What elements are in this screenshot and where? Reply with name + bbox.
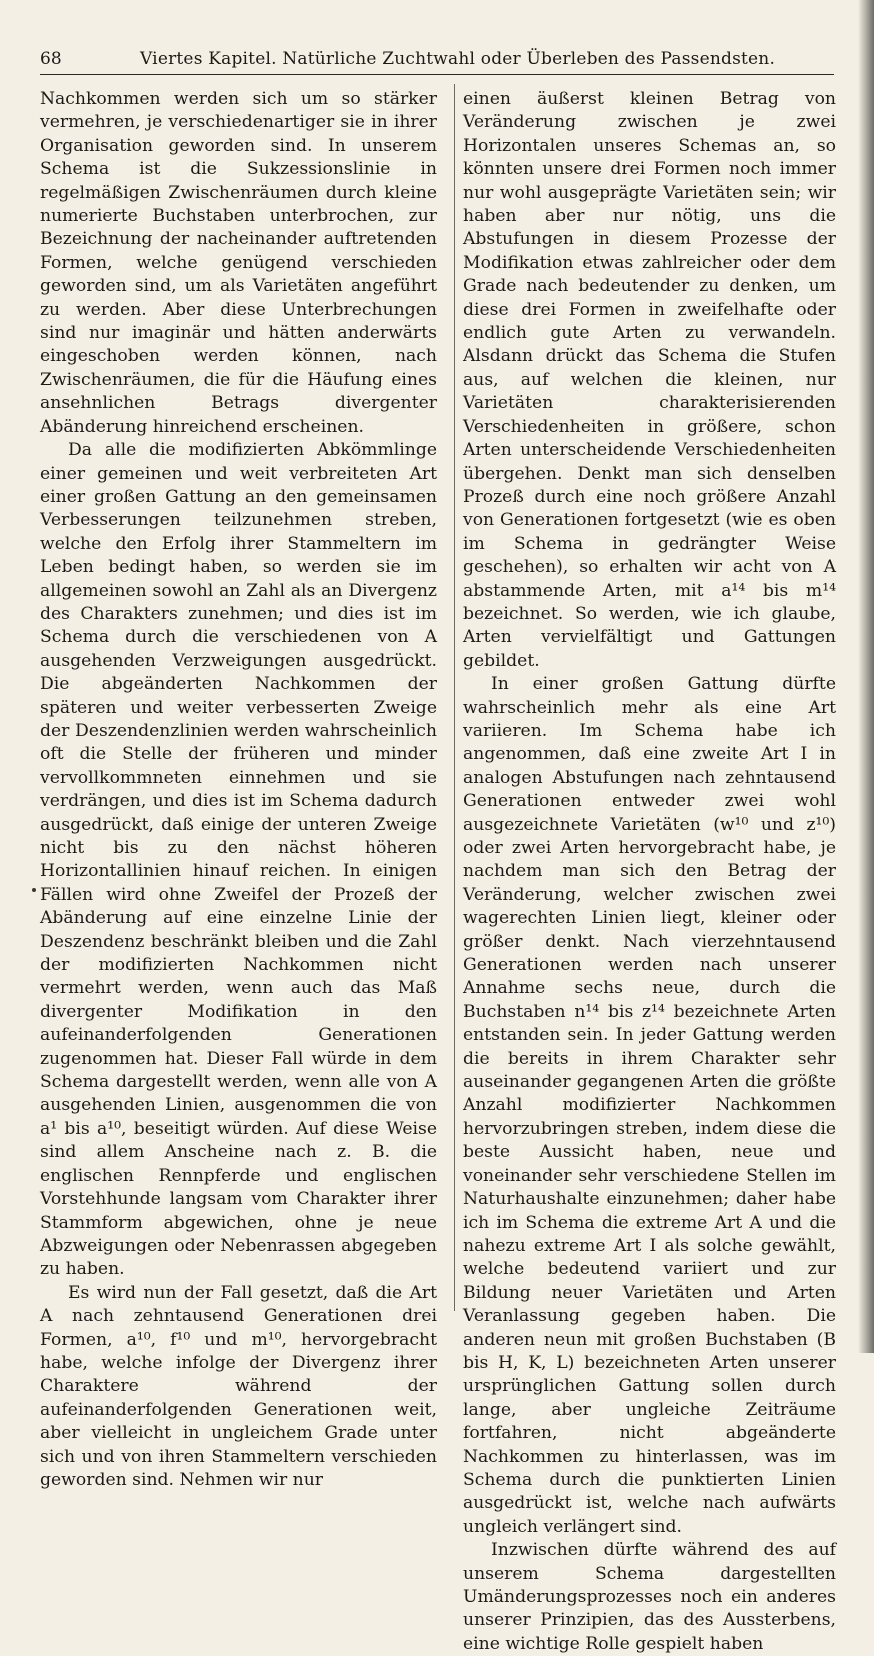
chapter-title: Viertes Kapitel. Natürliche Zuchtwahl oder Überleben des Passendsten.: [140, 49, 776, 69]
paragraph: In einer großen Gattung dürfte wahrscheinlich mehr als eine Art variieren. Im Schema habe ich angenommen, daß eine zweite Art I in analogen Abstufungen nach zehntausend Generationen entweder zwei wohl ausgezeichnete Varietäten (w¹⁰ und z¹⁰) oder zwei Arten hervorgebracht habe, je nachdem man sich den Betrag der Veränderung, welcher zwischen zwei wagerechten Linien liegt, kleiner oder größer denkt. Nach vierzehntausend Generationen werden nach unserer Annahme sechs neue, durch die Buchstaben n¹⁴ bis z¹⁴ bezeichnete Arten entstanden sein. In jeder Gattung werden die bereits in ihrem Charakter sehr auseinander gegangenen Arten die größte Anzahl modifizierter Nachkommen hervorzubringen streben, indem diese die beste Aussicht haben, neue und voneinander sehr verschiedene Stellen im Naturhaushalte einzunehmen; daher habe ich im Schema die extreme Art A und die nahezu extreme Art I als solche gewählt, welche bedeutend variiert und zur Bildung neuer Varietäten und Arten Veranlassung gegeben haben. Die anderen neun mit großen Buchstaben (B bis H, K, L) bezeichneten Arten unserer ursprünglichen Gattung sollen durch lange, aber ungleiche Zeiträume fortfahren, nicht abgeänderte Nachkommen zu hinterlassen, was im Schema durch die punktierten Linien ausgedrückt ist, welche nach aufwärts ungleich verlängert sind.: [463, 674, 836, 1537]
column-divider: [454, 84, 455, 1311]
right-column: [463, 88, 836, 1654]
paragraph: Da alle die modifizierten Abkömmlinge einer gemeinen und weit verbreiteten Art einer großen Gattung an den gemeinsamen Verbesserungen teilzunehmen streben, welche den Erfolg ihrer Stammeltern im Leben bedingt haben, so werden sie im allgemeinen sowohl an Zahl als an Divergenz des Charakters zunehmen; und dies ist im Schema durch die verschiedenen von A ausgehenden Verzweigungen ausgedrückt. Die abgeänderten Nachkommen der späteren und weiter verbesserten Zweige der Deszendenzlinien werden wahrscheinlich oft die Stelle der früheren und minder vervollkommneten einnehmen und sie verdrängen, und dies ist im Schema dadurch ausgedrückt, daß einige der unteren Zweige nicht bis zu den nächst höheren Horizontallinien hinauf reichen. In einigen Fällen wird ohne Zweifel der Prozeß der Abänderung auf eine einzelne Linie der Deszendenz beschränkt bleiben und die Zahl der modifizierten Nachkommen nicht vermehrt werden, wenn auch das Maß divergenter Modifikation in den aufeinanderfolgenden Generationen zugenommen hat. Dieser Fall würde in dem Schema dargestellt werden, wenn alle von A ausgehenden Linien, ausgenommen die von a¹ bis a¹⁰, beseitigt würden. Auf diese Weise sind allem Anscheine nach z. B. die englischen Rennpferde und englischen Vorstehhunde langsam vom Charakter ihrer Stammform abgewichen, ohne je neue Abzweigungen oder Nebenrassen abgegeben zu haben.: [40, 440, 437, 1280]
paragraph: Inzwischen dürfte während des auf unserem Schema dargestellten Umänderungsprozesses noch ein anderes unserer Prinzipien, das des Aussterbens, eine wichtige Rolle gespielt haben: [463, 1540, 836, 1654]
left-column: [40, 88, 437, 1490]
margin-mark: [32, 888, 36, 892]
paragraph: Es wird nun der Fall gesetzt, daß die Art A nach zehntausend Generationen drei Formen, a¹⁰, f¹⁰ und m¹⁰, hervorgebracht habe, welche infolge der Divergenz ihrer Charaktere während der aufeinanderfolgenden Generationen weit, aber vielleicht in ungleichem Grade unter sich und von ihren Stammeltern verschieden geworden sind. Nehmen wir nur: [40, 1282, 437, 1490]
spine-shadow: [858, 0, 874, 1353]
paragraph: einen äußerst kleinen Betrag von Veränderung zwischen je zwei Horizontalen unseres Schemas an, so könnten unsere drei Formen noch immer nur wohl ausgeprägte Varietäten sein; wir haben aber nur nötig, uns die Abstufungen in diesem Prozesse der Modifikation etwas zahlreicher oder dem Grade nach bedeutender zu denken, um diese drei Formen in zweifelhafte oder endlich gute Arten zu verwandeln. Alsdann drückt das Schema die Stufen aus, auf welchen die kleinen, nur Varietäten charakterisierenden Verschiedenheiten in größere, schon Arten unterscheidende Verschiedenheiten übergehen. Denkt man sich denselben Prozeß durch eine noch größere Anzahl von Generationen fortgesetzt (wie es oben im Schema in gedrängter Weise geschehen), so erhalten wir acht von A abstammende Arten, mit a¹⁴ bis m¹⁴ bezeichnet. So werden, wie ich glaube, Arten vervielfältigt und Gattungen gebildet.: [463, 89, 836, 671]
running-head: [40, 44, 834, 75]
paragraph: Nachkommen werden sich um so stärker vermehren, je verschiedenartiger sie in ihrer Organisation geworden sind. In unserem Schema ist die Sukzessionslinie in regelmäßigen Zwischenräumen durch kleine numerierte Buchstaben unterbrochen, zur Bezeichnung der nacheinander auftretenden Formen, welche genügend verschieden geworden sind, um als Varietäten angeführt zu werden. Aber diese Unterbrechungen sind nur imaginär und hätten anderwärts eingeschoben werden können, nach Zwischenräumen, die für die Häufung eines ansehnlichen Betrags divergenter Abänderung hinreichend erscheinen.: [40, 89, 437, 437]
page-number: 68: [40, 49, 62, 69]
